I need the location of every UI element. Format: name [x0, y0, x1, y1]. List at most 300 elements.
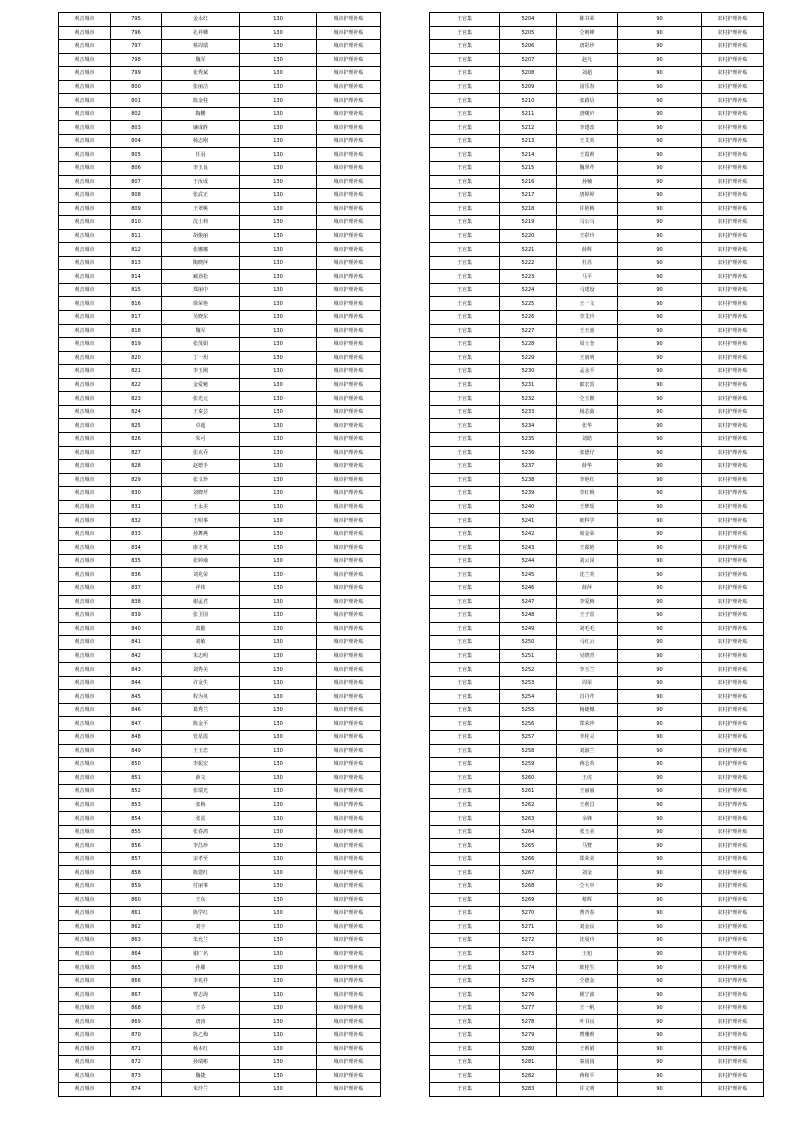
- district-cell: 王官集: [430, 446, 500, 460]
- table-row: [430, 920, 764, 934]
- serial-number-cell: 823: [111, 392, 162, 406]
- table-row: [430, 365, 764, 379]
- district-cell: 王官集: [430, 880, 500, 894]
- district-cell: 观音城市: [59, 730, 111, 744]
- serial-number-cell: 5227: [500, 324, 557, 338]
- subsidy-type-cell: 农村护理补贴: [702, 527, 764, 541]
- name-cell: 魏军: [162, 53, 240, 67]
- name-cell: 张文珍: [162, 473, 240, 487]
- subsidy-type-cell: 农村护理补贴: [702, 568, 764, 582]
- serial-number-cell: 817: [111, 311, 162, 325]
- name-cell: 刘淑兰: [557, 744, 618, 758]
- subsidy-type-cell: 农村护理补贴: [702, 256, 764, 270]
- table-row: [430, 270, 764, 284]
- district-cell: 观音城市: [59, 53, 111, 67]
- table-row: [59, 974, 381, 988]
- amount-cell: 90: [618, 365, 702, 379]
- name-cell: 王天童: [557, 324, 618, 338]
- name-cell: 曹志海: [162, 988, 240, 1002]
- subsidy-type-cell: 农村护理补贴: [702, 920, 764, 934]
- table-row: [59, 202, 381, 216]
- name-cell: 徐荣艳: [162, 297, 240, 311]
- district-cell: 王官集: [430, 852, 500, 866]
- subsidy-type-cell: 农村护理补贴: [702, 514, 764, 528]
- table-row: [430, 26, 764, 40]
- name-cell: 李艳红: [557, 473, 618, 487]
- table-row: [59, 1029, 381, 1043]
- serial-number-cell: 821: [111, 365, 162, 379]
- serial-number-cell: 5221: [500, 243, 557, 257]
- serial-number-cell: 858: [111, 866, 162, 880]
- subsidy-type-cell: 城市护理补贴: [317, 405, 381, 419]
- subsidy-type-cell: 城市护理补贴: [317, 202, 381, 216]
- amount-cell: 130: [240, 365, 317, 379]
- name-cell: 仝则峰: [557, 26, 618, 40]
- district-cell: 观音城市: [59, 1029, 111, 1043]
- subsidy-type-cell: 城市护理补贴: [317, 785, 381, 799]
- district-cell: 王官集: [430, 893, 500, 907]
- table-row: [59, 893, 381, 907]
- subsidy-type-cell: 城市护理补贴: [317, 419, 381, 433]
- table-row: [430, 988, 764, 1002]
- subsidy-type-cell: 农村护理补贴: [702, 649, 764, 663]
- table-row: [59, 162, 381, 176]
- district-cell: 观音城市: [59, 270, 111, 284]
- name-cell: 张娜娜: [162, 243, 240, 257]
- amount-cell: 130: [240, 148, 317, 162]
- table-row: [59, 541, 381, 555]
- name-cell: 王莉昌: [557, 798, 618, 812]
- subsidy-type-cell: 城市护理补贴: [317, 256, 381, 270]
- amount-cell: 130: [240, 1083, 317, 1097]
- name-cell: 张华: [557, 419, 618, 433]
- serial-number-cell: 5272: [500, 934, 557, 948]
- serial-number-cell: 5252: [500, 663, 557, 677]
- subsidy-type-cell: 城市护理补贴: [317, 121, 381, 135]
- table-row: [430, 663, 764, 677]
- district-cell: 王官集: [430, 581, 500, 595]
- district-cell: 王官集: [430, 189, 500, 203]
- subsidy-type-cell: 农村护理补贴: [702, 80, 764, 94]
- serial-number-cell: 5242: [500, 527, 557, 541]
- serial-number-cell: 864: [111, 947, 162, 961]
- district-cell: 观音城市: [59, 311, 111, 325]
- amount-cell: 130: [240, 40, 317, 54]
- table-row: [430, 1001, 764, 1015]
- subsidy-type-cell: 农村护理补贴: [702, 541, 764, 555]
- name-cell: 席才英: [162, 541, 240, 555]
- amount-cell: 130: [240, 378, 317, 392]
- serial-number-cell: 842: [111, 649, 162, 663]
- serial-number-cell: 795: [111, 13, 162, 27]
- serial-number-cell: 802: [111, 107, 162, 121]
- serial-number-cell: 5231: [500, 378, 557, 392]
- name-cell: 宋孝至: [162, 852, 240, 866]
- district-cell: 王官集: [430, 500, 500, 514]
- subsidy-type-cell: 城市护理补贴: [317, 798, 381, 812]
- district-cell: 观音城市: [59, 568, 111, 582]
- district-cell: 王官集: [430, 527, 500, 541]
- name-cell: 葛勤: [162, 622, 240, 636]
- subsidy-type-cell: 农村护理补贴: [702, 26, 764, 40]
- subsidy-type-cell: 城市护理补贴: [317, 26, 381, 40]
- district-cell: 王官集: [430, 703, 500, 717]
- serial-number-cell: 797: [111, 40, 162, 54]
- table-row: [430, 568, 764, 582]
- subsidy-type-cell: 城市护理补贴: [317, 229, 381, 243]
- name-cell: 孟永平: [557, 365, 618, 379]
- subsidy-type-cell: 城市护理补贴: [317, 717, 381, 731]
- name-cell: 葛秀兰: [162, 703, 240, 717]
- name-cell: 王葆艳: [557, 541, 618, 555]
- subsidy-type-cell: 城市护理补贴: [317, 175, 381, 189]
- name-cell: 刘毛毛: [557, 622, 618, 636]
- serial-number-cell: 818: [111, 324, 162, 338]
- serial-number-cell: 830: [111, 487, 162, 501]
- amount-cell: 90: [618, 988, 702, 1002]
- serial-number-cell: 863: [111, 934, 162, 948]
- serial-number-cell: 826: [111, 432, 162, 446]
- subsidy-type-cell: 农村护理补贴: [702, 270, 764, 284]
- subsidy-type-cell: 城市护理补贴: [317, 324, 381, 338]
- subsidy-type-cell: 城市护理补贴: [317, 974, 381, 988]
- name-cell: 孙舞燕: [162, 527, 240, 541]
- subsidy-type-cell: 城市护理补贴: [317, 690, 381, 704]
- table-row: [430, 67, 764, 81]
- subsidy-type-cell: 农村护理补贴: [702, 189, 764, 203]
- district-cell: 观音城市: [59, 419, 111, 433]
- subsidy-type-cell: 城市护理补贴: [317, 554, 381, 568]
- district-cell: 观音城市: [59, 554, 111, 568]
- name-cell: 王虎: [557, 771, 618, 785]
- table-row: [430, 338, 764, 352]
- table-row: [430, 473, 764, 487]
- district-cell: 观音城市: [59, 825, 111, 839]
- subsidy-type-cell: 城市护理补贴: [317, 365, 381, 379]
- amount-cell: 90: [618, 134, 702, 148]
- table-row: [430, 487, 764, 501]
- subsidy-type-cell: 农村护理补贴: [702, 730, 764, 744]
- district-cell: 王官集: [430, 514, 500, 528]
- table-row: [59, 785, 381, 799]
- table-row: [430, 852, 764, 866]
- name-cell: 管星霞: [162, 730, 240, 744]
- name-cell: 李爱梅: [557, 595, 618, 609]
- name-cell: 唐曙庐: [557, 107, 618, 121]
- amount-cell: 90: [618, 270, 702, 284]
- serial-number-cell: 5248: [500, 609, 557, 623]
- name-cell: 周士奎: [557, 338, 618, 352]
- serial-number-cell: 5265: [500, 839, 557, 853]
- district-cell: 王官集: [430, 934, 500, 948]
- serial-number-cell: 5276: [500, 988, 557, 1002]
- table-row: [430, 175, 764, 189]
- amount-cell: 130: [240, 852, 317, 866]
- district-cell: 王官集: [430, 365, 500, 379]
- district-cell: 王官集: [430, 162, 500, 176]
- serial-number-cell: 5238: [500, 473, 557, 487]
- serial-number-cell: 5230: [500, 365, 557, 379]
- subsidy-type-cell: 农村护理补贴: [702, 53, 764, 67]
- serial-number-cell: 804: [111, 134, 162, 148]
- serial-number-cell: 809: [111, 202, 162, 216]
- amount-cell: 90: [618, 866, 702, 880]
- serial-number-cell: 824: [111, 405, 162, 419]
- amount-cell: 130: [240, 649, 317, 663]
- amount-cell: 130: [240, 311, 317, 325]
- table-row: [430, 839, 764, 853]
- district-cell: 王官集: [430, 798, 500, 812]
- serial-number-cell: 859: [111, 880, 162, 894]
- name-cell: 刘秀美: [162, 663, 240, 677]
- amount-cell: 90: [618, 907, 702, 921]
- subsidy-type-cell: 城市护理补贴: [317, 758, 381, 772]
- serial-number-cell: 867: [111, 988, 162, 1002]
- table-row: [59, 297, 381, 311]
- serial-number-cell: 5251: [500, 649, 557, 663]
- name-cell: 孙楠: [557, 175, 618, 189]
- district-cell: 观音城市: [59, 473, 111, 487]
- district-cell: 观音城市: [59, 663, 111, 677]
- table-row: [59, 622, 381, 636]
- name-cell: 李振宏: [162, 758, 240, 772]
- serial-number-cell: 852: [111, 785, 162, 799]
- name-cell: 汤乐春: [557, 80, 618, 94]
- district-cell: 王官集: [430, 283, 500, 297]
- serial-number-cell: 5208: [500, 67, 557, 81]
- subsidy-type-cell: 城市护理补贴: [317, 920, 381, 934]
- district-cell: 王官集: [430, 243, 500, 257]
- table-row: [59, 1042, 381, 1056]
- subsidy-type-cell: 城市护理补贴: [317, 649, 381, 663]
- table-row: [59, 392, 381, 406]
- serial-number-cell: 851: [111, 771, 162, 785]
- table-row: [430, 216, 764, 230]
- serial-number-cell: 861: [111, 907, 162, 921]
- subsidy-type-cell: 农村护理补贴: [702, 852, 764, 866]
- name-cell: 王丽丽: [557, 785, 618, 799]
- table-row: [430, 419, 764, 433]
- name-cell: 蔡周瑞: [162, 40, 240, 54]
- table-row: [59, 487, 381, 501]
- table-row: [430, 771, 764, 785]
- name-cell: 任羽: [162, 148, 240, 162]
- subsidy-type-cell: 城市护理补贴: [317, 392, 381, 406]
- amount-cell: 130: [240, 500, 317, 514]
- name-cell: 刘金良: [557, 920, 618, 934]
- amount-cell: 130: [240, 961, 317, 975]
- name-cell: 陈书荣: [557, 13, 618, 27]
- serial-number-cell: 862: [111, 920, 162, 934]
- subsidy-type-cell: 城市护理补贴: [317, 162, 381, 176]
- serial-number-cell: 5271: [500, 920, 557, 934]
- table-row: [430, 392, 764, 406]
- district-cell: 观音城市: [59, 717, 111, 731]
- serial-number-cell: 814: [111, 270, 162, 284]
- table-row: [430, 311, 764, 325]
- serial-number-cell: 810: [111, 216, 162, 230]
- district-cell: 观音城市: [59, 500, 111, 514]
- district-cell: 观音城市: [59, 432, 111, 446]
- serial-number-cell: 5214: [500, 148, 557, 162]
- subsidy-type-cell: 城市护理补贴: [317, 189, 381, 203]
- subsidy-type-cell: 城市护理补贴: [317, 53, 381, 67]
- amount-cell: 90: [618, 839, 702, 853]
- subsidy-type-cell: 城市护理补贴: [317, 473, 381, 487]
- amount-cell: 130: [240, 67, 317, 81]
- serial-number-cell: 5204: [500, 13, 557, 27]
- amount-cell: 130: [240, 338, 317, 352]
- district-cell: 观音城市: [59, 134, 111, 148]
- district-cell: 观音城市: [59, 392, 111, 406]
- district-cell: 王官集: [430, 216, 500, 230]
- serial-number-cell: 5278: [500, 1015, 557, 1029]
- name-cell: 吴晓青: [557, 649, 618, 663]
- name-cell: 金爱魁: [162, 378, 240, 392]
- amount-cell: 90: [618, 636, 702, 650]
- district-cell: 观音城市: [59, 1083, 111, 1097]
- name-cell: 廉成胜: [162, 121, 240, 135]
- table-row: [430, 1042, 764, 1056]
- amount-cell: 90: [618, 920, 702, 934]
- serial-number-cell: 827: [111, 446, 162, 460]
- district-cell: 王官集: [430, 26, 500, 40]
- district-cell: 王官集: [430, 202, 500, 216]
- district-cell: 观音城市: [59, 609, 111, 623]
- name-cell: 唐彩珍: [557, 40, 618, 54]
- amount-cell: 130: [240, 717, 317, 731]
- subsidy-type-cell: 农村护理补贴: [702, 107, 764, 121]
- name-cell: 丁一玥: [162, 351, 240, 365]
- subsidy-type-cell: 农村护理补贴: [702, 243, 764, 257]
- district-cell: 观音城市: [59, 67, 111, 81]
- subsidy-type-cell: 城市护理补贴: [317, 541, 381, 555]
- district-cell: 王官集: [430, 1029, 500, 1043]
- table-row: [59, 636, 381, 650]
- name-cell: 马建设: [557, 283, 618, 297]
- table-row: [59, 880, 381, 894]
- subsidy-type-cell: 农村护理补贴: [702, 785, 764, 799]
- amount-cell: 90: [618, 825, 702, 839]
- serial-number-cell: 5222: [500, 256, 557, 270]
- amount-cell: 130: [240, 351, 317, 365]
- amount-cell: 90: [618, 1029, 702, 1043]
- subsidy-type-cell: 农村护理补贴: [702, 297, 764, 311]
- amount-cell: 130: [240, 243, 317, 257]
- amount-cell: 90: [618, 568, 702, 582]
- district-cell: 观音城市: [59, 338, 111, 352]
- amount-cell: 130: [240, 53, 317, 67]
- serial-number-cell: 5257: [500, 730, 557, 744]
- district-cell: 观音城市: [59, 541, 111, 555]
- district-cell: 观音城市: [59, 934, 111, 948]
- table-row: [430, 202, 764, 216]
- table-row: [59, 798, 381, 812]
- amount-cell: 90: [618, 175, 702, 189]
- table-row: [59, 134, 381, 148]
- district-cell: 王官集: [430, 825, 500, 839]
- table-row: [59, 568, 381, 582]
- serial-number-cell: 847: [111, 717, 162, 731]
- name-cell: 张丽洁: [162, 80, 240, 94]
- serial-number-cell: 860: [111, 893, 162, 907]
- table-row: [430, 649, 764, 663]
- district-cell: 王官集: [430, 338, 500, 352]
- table-row: [430, 609, 764, 623]
- table-row: [59, 663, 381, 677]
- subsidy-type-cell: 农村护理补贴: [702, 595, 764, 609]
- district-cell: 观音城市: [59, 839, 111, 853]
- amount-cell: 90: [618, 243, 702, 257]
- serial-number-cell: 5259: [500, 758, 557, 772]
- district-cell: 观音城市: [59, 798, 111, 812]
- table-row: [430, 893, 764, 907]
- district-cell: 观音城市: [59, 283, 111, 297]
- subsidy-type-cell: 农村护理补贴: [702, 67, 764, 81]
- subsidy-type-cell: 农村护理补贴: [702, 175, 764, 189]
- name-cell: 朱可: [162, 432, 240, 446]
- serial-number-cell: 5254: [500, 690, 557, 704]
- subsidy-type-cell: 城市护理补贴: [317, 581, 381, 595]
- district-cell: 王官集: [430, 1015, 500, 1029]
- right-subsidy-table: [429, 12, 764, 1097]
- amount-cell: 130: [240, 581, 317, 595]
- name-cell: 张婷瑜: [162, 554, 240, 568]
- serial-number-cell: 854: [111, 812, 162, 826]
- name-cell: 张茂娟: [162, 338, 240, 352]
- subsidy-type-cell: 城市护理补贴: [317, 595, 381, 609]
- name-cell: 朱玲兰: [162, 1083, 240, 1097]
- district-cell: 王官集: [430, 609, 500, 623]
- amount-cell: 90: [618, 13, 702, 27]
- amount-cell: 130: [240, 812, 317, 826]
- subsidy-type-cell: 城市护理补贴: [317, 107, 381, 121]
- table-row: [59, 405, 381, 419]
- district-cell: 王官集: [430, 758, 500, 772]
- district-cell: 观音城市: [59, 852, 111, 866]
- name-cell: 姚宁波: [557, 988, 618, 1002]
- serial-number-cell: 5224: [500, 283, 557, 297]
- district-cell: 王官集: [430, 974, 500, 988]
- table-row: [430, 432, 764, 446]
- serial-number-cell: 849: [111, 744, 162, 758]
- district-cell: 观音城市: [59, 703, 111, 717]
- serial-number-cell: 798: [111, 53, 162, 67]
- serial-number-cell: 803: [111, 121, 162, 135]
- district-cell: 观音城市: [59, 920, 111, 934]
- amount-cell: 90: [618, 717, 702, 731]
- table-row: [430, 785, 764, 799]
- amount-cell: 130: [240, 541, 317, 555]
- name-cell: 李桂灵: [557, 730, 618, 744]
- serial-number-cell: 869: [111, 1015, 162, 1029]
- serial-number-cell: 5275: [500, 974, 557, 988]
- serial-number-cell: 834: [111, 541, 162, 555]
- serial-number-cell: 5218: [500, 202, 557, 216]
- name-cell: 陶晓萍: [162, 256, 240, 270]
- serial-number-cell: 5273: [500, 947, 557, 961]
- serial-number-cell: 868: [111, 1001, 162, 1015]
- district-cell: 王官集: [430, 649, 500, 663]
- amount-cell: 90: [618, 121, 702, 135]
- table-row: [430, 947, 764, 961]
- serial-number-cell: 5247: [500, 595, 557, 609]
- table-row: [430, 541, 764, 555]
- amount-cell: 130: [240, 202, 317, 216]
- subsidy-type-cell: 城市护理补贴: [317, 514, 381, 528]
- amount-cell: 90: [618, 1056, 702, 1070]
- subsidy-type-cell: 城市护理补贴: [317, 311, 381, 325]
